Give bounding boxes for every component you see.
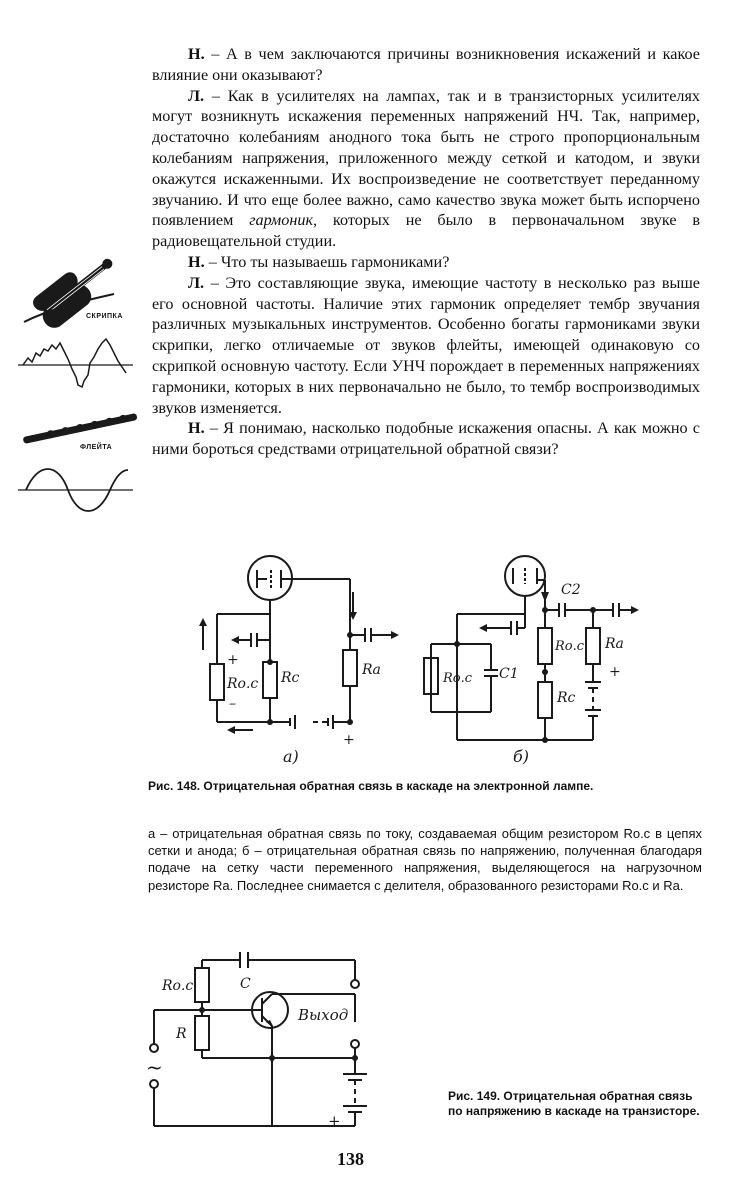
dialog-text (152, 44, 700, 460)
label-ra: Rа (362, 662, 381, 678)
speaker-label: Н. (188, 252, 205, 271)
paragraph (152, 44, 700, 86)
label-roc: Rо.с (443, 671, 473, 686)
flute-label: ФЛЕЙТА (80, 444, 113, 451)
label-c1: C1 (499, 666, 519, 682)
label-ac-source: ~ (146, 1055, 163, 1079)
resistor-roc (195, 968, 209, 1002)
resistor-r (195, 1016, 209, 1050)
paragraph-text: – Я понимаю, насколько подобные искажения опасны. А как можно с ними бороться средствами отрицательной обратной связи? (152, 419, 700, 459)
label-roc: Rо.с (555, 639, 585, 654)
figure-148-title: Рис. 148. Отрицательная обратная связь в каскаде на электронной лампе. (148, 779, 594, 793)
speaker-label: Л. (188, 86, 205, 105)
paragraph (152, 273, 700, 419)
paragraph-text: – Что ты называешь гармониками? (204, 252, 450, 271)
label-r: R (176, 1026, 187, 1042)
label-plus: + (227, 652, 239, 668)
label-rc: Rс (557, 690, 576, 706)
paragraph (152, 418, 700, 460)
resistor-roc-b (538, 628, 552, 664)
label-rc: Rс (281, 670, 300, 686)
label-plus: + (609, 664, 621, 680)
label-c: C (240, 976, 251, 992)
violin-waveform (18, 325, 133, 405)
flute-illustration (20, 408, 140, 448)
label-output: Выход (298, 1006, 349, 1024)
label-minus: – (229, 696, 236, 712)
resistor-roc (210, 664, 224, 700)
schematic-b (424, 556, 635, 740)
figure-149-schematic (140, 940, 380, 1140)
resistor-ra-b (586, 628, 600, 664)
figure-148-caption (148, 825, 702, 894)
figure-149-labels (146, 976, 348, 1130)
figure-149-caption: Рис. 149. Отрицательная обратная связь по напряжению в каскаде на транзисторе. (448, 1089, 700, 1118)
page-number: 138 (337, 1149, 364, 1169)
subfigure-b-label: б) (513, 747, 530, 766)
speaker-label: Л. (188, 273, 205, 292)
paragraph-text: которых не было в первоначальном звуке в радиовещательной студии. (152, 211, 701, 251)
resistor-rc-b (538, 682, 552, 718)
term-emphasis: гармоник, (249, 211, 318, 230)
label-roc: Rо.с (227, 676, 259, 692)
caption-text: а – отрицательная обратная связь по току, создаваемая общим резистором Rо.с в цепях сетки и анода; б – отрицательная обратная связь по напряжению, полученная благодаря подаче на сетку части переменного напряжения, выделяющегося на нагрузочном резисторе Rа. Последнее снимается с делителя, образованного резисторами Rо.с и Rа. (148, 826, 702, 893)
speaker-label: Н. (188, 419, 205, 438)
paragraph-text: – Как в усилителях на лампах, так и в транзисторных усилителях могут возникнуть искажения переменных напряжений НЧ. Так, например, достаточно колебаниям анодного тока быть не строго пропорциональным колебаниям напряжения, приложенного между сеткой и катодом, и звуки окажутся искаженными. Их воспроизведение не соответствует переданному звучанию. И что еще более важно, само качество звука может быть испорчено появлением (152, 86, 700, 230)
flute-waveform (18, 460, 133, 520)
speaker-label: Н. (188, 45, 205, 63)
paragraph-text: – А в чем заключаются причины возникновения искажений и какое влияние они оказывают? (152, 45, 700, 84)
figure-148-schematics (195, 552, 635, 770)
label-plus: + (328, 1112, 341, 1130)
paragraph (152, 86, 700, 252)
paragraph (152, 252, 700, 273)
label-c2: C2 (561, 582, 581, 598)
label-plus: + (343, 732, 355, 748)
resistor-ra (343, 650, 357, 686)
label-roc: Rо.с (162, 978, 194, 994)
paragraph-text: – Это составляющие звука, имеющие частоту в несколько раз выше его основной частоты. Наличие этих гармоник определяет тембр звучания различных музыкальных инструментов. Особенно богаты гармониками звуки скрипки, легко отличаемые от звуков флейты, имеющей одинаковую со скрипкой основную частоту. Если УНЧ порождает в переменных напряжениях гармоники, которых в них первоначально не было, то тембр воспроизводимых звуков изменяется. (152, 273, 700, 417)
resistor-rc (263, 662, 277, 698)
subfigure-a-label: а) (283, 747, 299, 766)
label-ra: Rа (605, 636, 624, 652)
violin-label: СКРИПКА (86, 313, 123, 320)
